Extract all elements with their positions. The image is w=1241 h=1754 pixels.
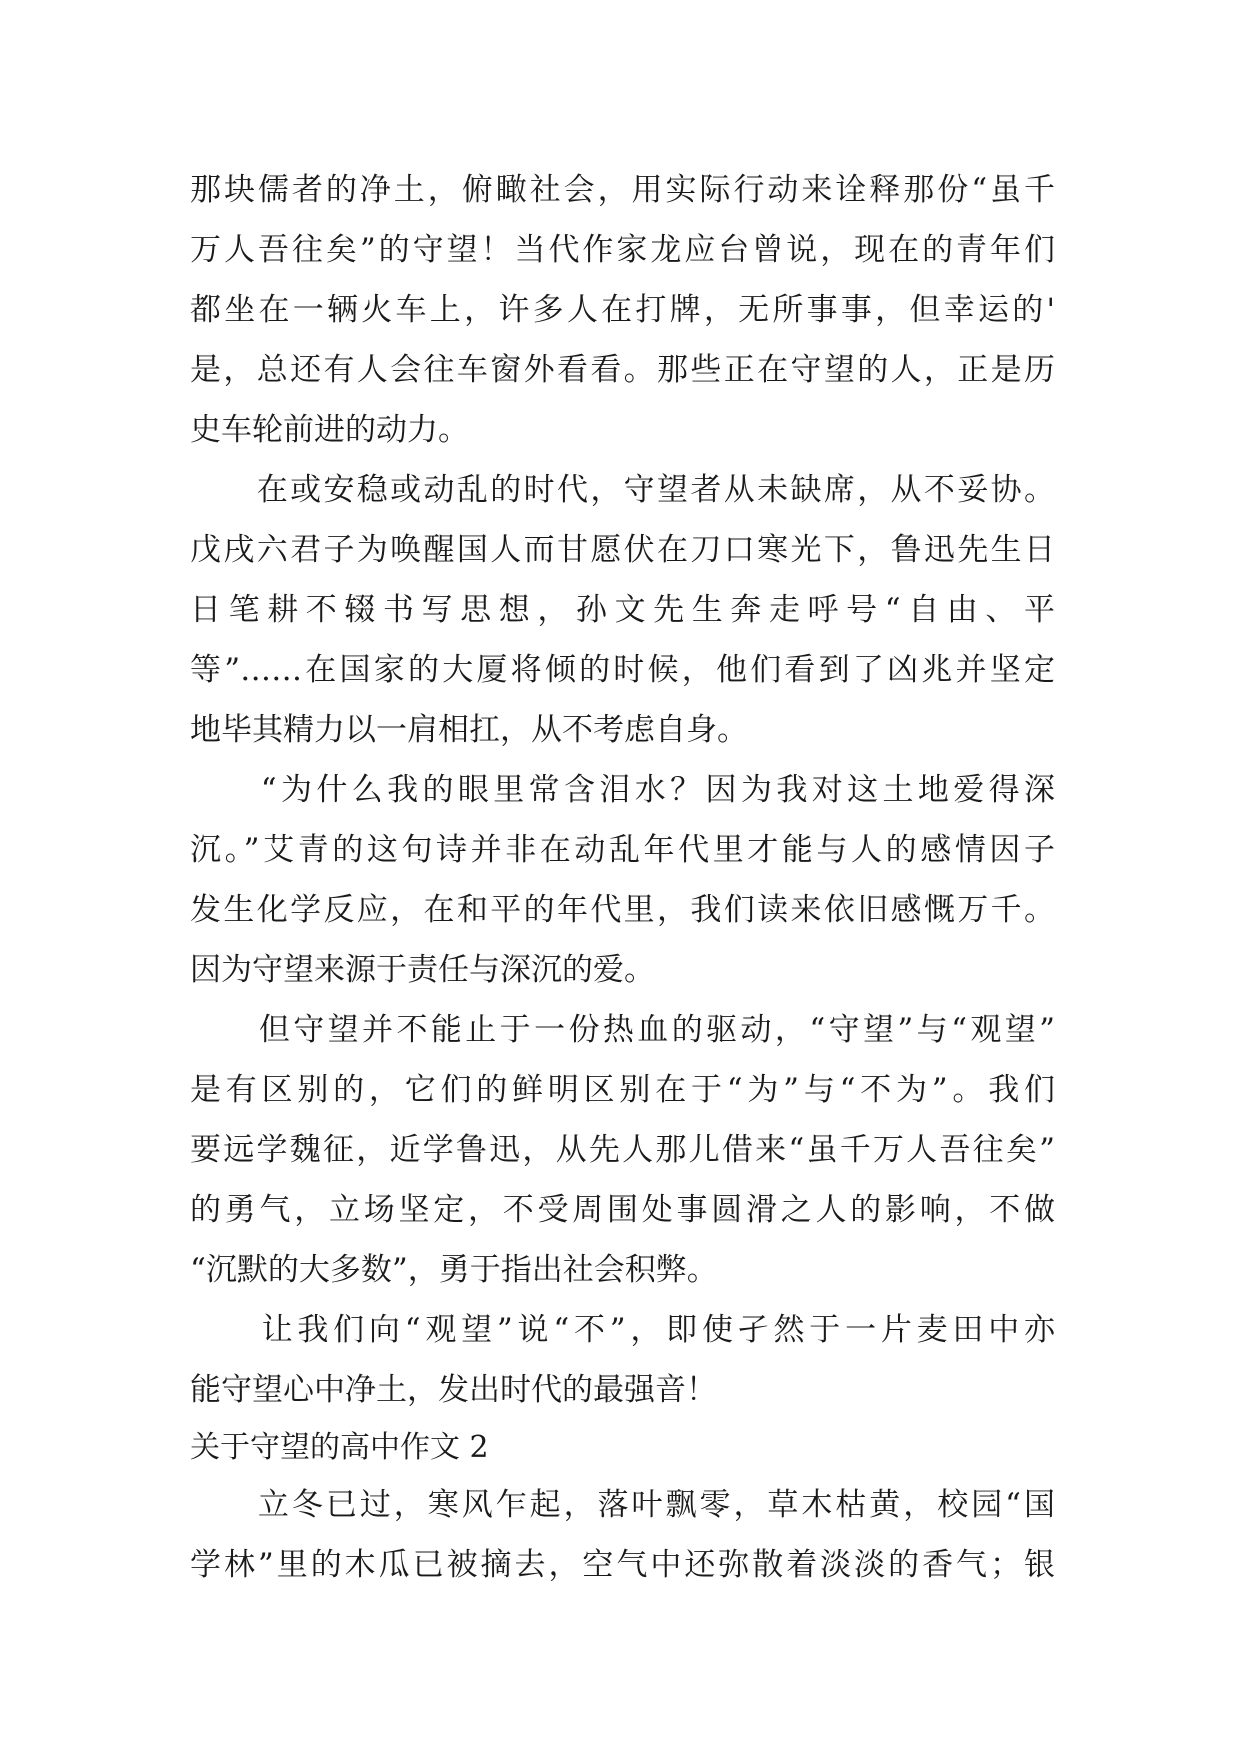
text-line: 等”……在国家的大厦将倾的时候，他们看到了凶兆并坚定	[190, 652, 1055, 688]
text-line: 让我们向“观望”说“不”，即使孑然于一片麦田中亦	[190, 1312, 1055, 1348]
paragraph-5	[190, 1300, 1055, 1420]
text-line: 在或安稳或动乱的时代，守望者从未缺席，从不妥协。	[190, 472, 1055, 508]
text-line: 日笔耕不辍书写思想，孙文先生奔走呼号“自由、平	[190, 592, 1055, 628]
section-heading: 关于守望的高中作文 2	[190, 1430, 489, 1465]
text-line: 因为守望来源于责任与深沉的爱。	[190, 952, 655, 988]
paragraph-4	[190, 1000, 1055, 1300]
paragraph-6	[190, 1475, 1055, 1595]
text-line: 地毕其精力以一肩相扛，从不考虑自身。	[190, 712, 748, 748]
text-line: 都坐在一辆火车上，许多人在打牌，无所事事，但幸运的'	[190, 292, 1055, 328]
text-line: 史车轮前进的动力。	[190, 412, 469, 448]
text-line: 但守望并不能止于一份热血的驱动，“守望”与“观望”	[190, 1012, 1055, 1048]
document-body	[190, 160, 1055, 1595]
text-line: 要远学魏征，近学鲁迅，从先人那儿借来“虽千万人吾往矣”	[190, 1132, 1055, 1168]
text-line: 沉。”艾青的这句诗并非在动乱年代里才能与人的感情因子	[190, 832, 1055, 868]
text-line: 发生化学反应，在和平的年代里，我们读来依旧感慨万千。	[190, 892, 1055, 928]
text-line: 能守望心中净土，发出时代的最强音！	[190, 1372, 717, 1408]
paragraph-2	[190, 460, 1055, 760]
text-line: 学林”里的木瓜已被摘去，空气中还弥散着淡淡的香气；银	[190, 1547, 1055, 1583]
paragraph-1	[190, 160, 1055, 460]
text-line: “为什么我的眼里常含泪水？因为我对这土地爱得深	[190, 772, 1055, 808]
text-line: 那块儒者的净土，俯瞰社会，用实际行动来诠释那份“虽千	[190, 172, 1055, 208]
text-line: 万人吾往矣”的守望！当代作家龙应台曾说，现在的青年们	[190, 232, 1055, 268]
text-line: 是有区别的，它们的鲜明区别在于“为”与“不为”。我们	[190, 1072, 1055, 1108]
text-line: 戊戌六君子为唤醒国人而甘愿伏在刀口寒光下，鲁迅先生日	[190, 532, 1055, 568]
paragraph-3	[190, 760, 1055, 1000]
text-line: 是，总还有人会往车窗外看看。那些正在守望的人，正是历	[190, 352, 1055, 388]
text-line: “沉默的大多数”，勇于指出社会积弊。	[190, 1252, 718, 1288]
text-line: 的勇气，立场坚定，不受周围处事圆滑之人的影响，不做	[190, 1192, 1055, 1228]
text-line: 立冬已过，寒风乍起，落叶飘零，草木枯黄，校园“国	[190, 1487, 1055, 1523]
